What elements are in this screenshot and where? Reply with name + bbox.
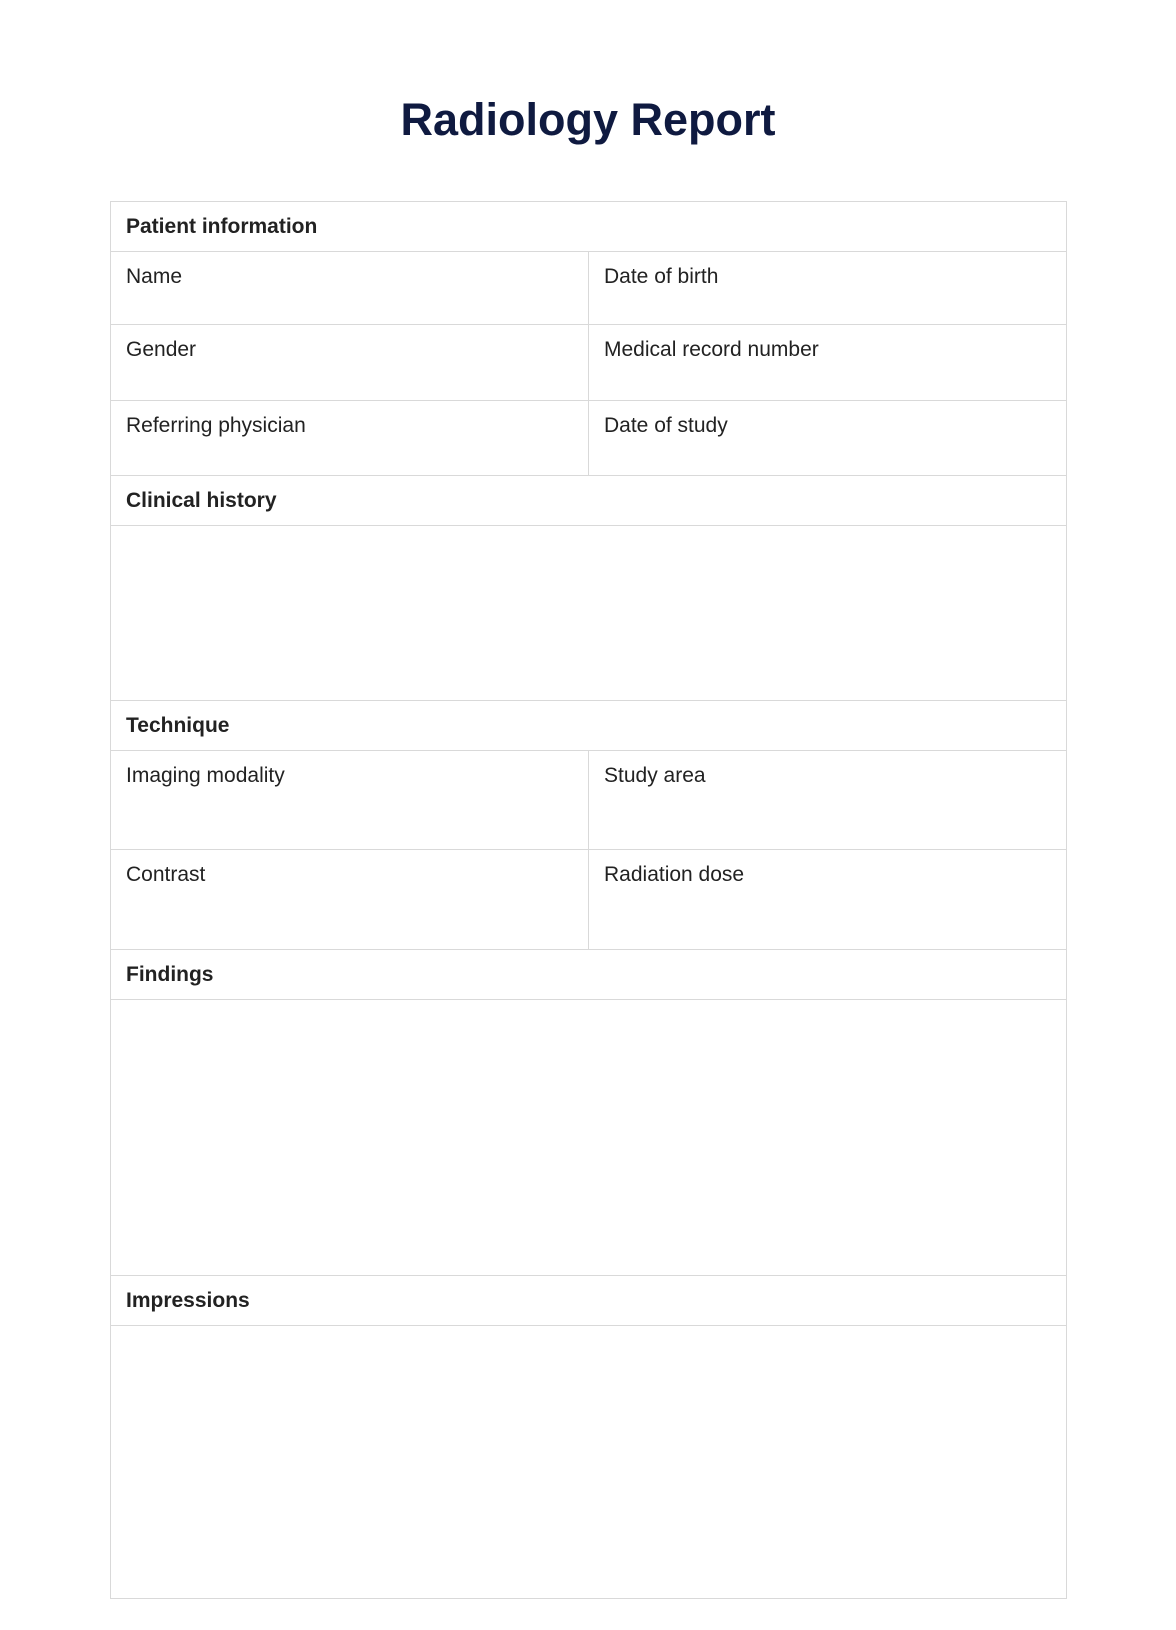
section-heading-technique: Technique: [111, 701, 1067, 751]
section-heading-findings: Findings: [111, 950, 1067, 1000]
field-name[interactable]: Name: [111, 252, 589, 325]
field-medical-record-number[interactable]: Medical record number: [589, 325, 1067, 401]
section-heading-patient: Patient information: [111, 202, 1067, 252]
field-imaging-modality[interactable]: Imaging modality: [111, 751, 589, 850]
field-study-area[interactable]: Study area: [589, 751, 1067, 850]
findings-input[interactable]: [111, 1000, 1067, 1276]
clinical-history-input[interactable]: [111, 526, 1067, 701]
field-gender[interactable]: Gender: [111, 325, 589, 401]
section-heading-clinical-history: Clinical history: [111, 476, 1067, 526]
field-radiation-dose[interactable]: Radiation dose: [589, 850, 1067, 950]
page-title: Radiology Report: [400, 94, 776, 145]
field-date-of-birth[interactable]: Date of birth: [589, 252, 1067, 325]
section-heading-impressions: Impressions: [111, 1276, 1067, 1326]
field-date-of-study[interactable]: Date of study: [589, 401, 1067, 476]
report-form: [110, 201, 1067, 1599]
impressions-input[interactable]: [111, 1326, 1067, 1599]
field-contrast[interactable]: Contrast: [111, 850, 589, 950]
field-referring-physician[interactable]: Referring physician: [111, 401, 589, 476]
